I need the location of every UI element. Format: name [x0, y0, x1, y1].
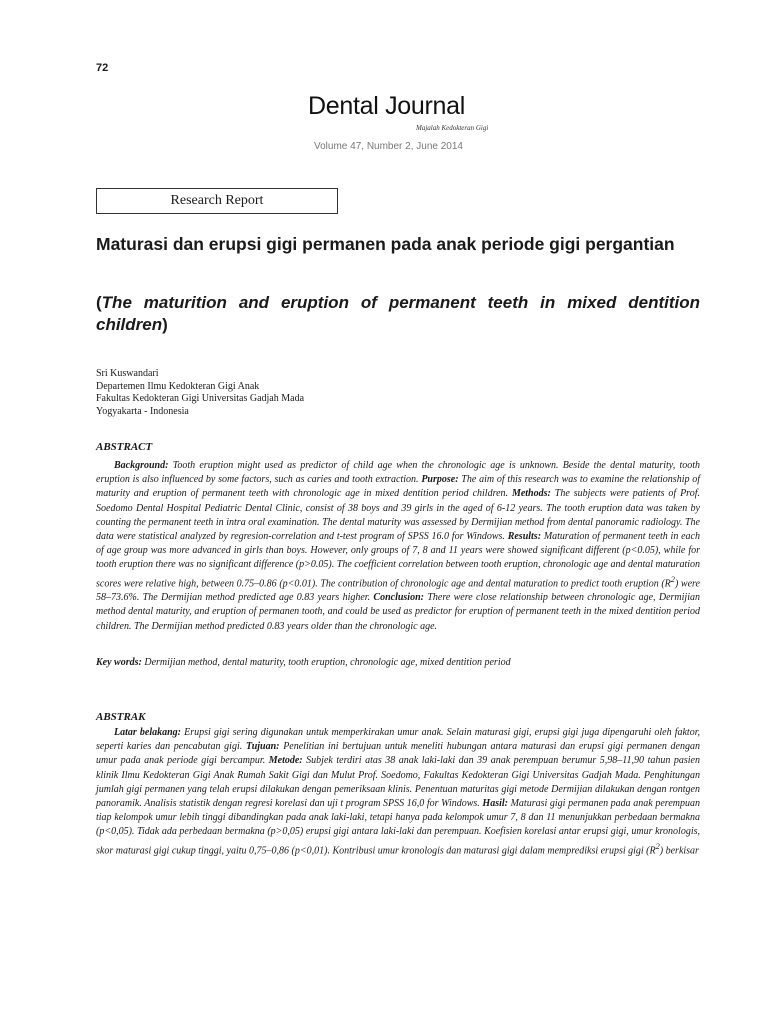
- article-title-english: (The maturition and eruption of permanent teeth in mixed dentition children): [96, 293, 700, 334]
- author-name: Sri Kuswandari: [96, 368, 159, 379]
- abstrak-hasil-cont: ) berkisar: [659, 844, 699, 856]
- journal-subtitle: Majalah Kedokteran Gigi: [416, 124, 489, 132]
- abstrak-hasil: Maturasi gigi permanen pada anak perempuan tiap kelompok umur lebih tinggi dibandingkan pada anak laki-laki, tetapi hanya pada kelompok umur 7, 8 dan 11 menunjukkan perbedaan bermakna (p<0,05). Tidak ada perbedaan bermakna (p>0,05) erupsi gigi antara laki-laki dan perempuan. Koefisien korelasi antar erupsi gigi, umur kronologis, skor maturasi gigi cukup tinggi, yaitu 0,75–0,86 (p<0,01). Kontribusi umur kronologis dan maturasi gigi dalam memprediksi erupsi gigi (R: [96, 798, 700, 856]
- abstrak-hasil-label: Hasil:: [482, 798, 508, 810]
- abstract-results-label: Results:: [507, 531, 542, 543]
- abstract-results-cont: ) were 58–73.6%. The Dermijian method predicted age 0.83 years higher.: [96, 577, 700, 604]
- page-number: 72: [96, 62, 109, 74]
- article-title-indonesian: Maturasi dan erupsi gigi permanen pada anak periode gigi pergantian: [96, 234, 675, 254]
- author-affiliation: [96, 368, 304, 418]
- abstrak-latar: Erupsi gigi sering digunakan untuk memperkirakan umur anak. Selain maturasi gigi, erupsi gigi juga dipengaruhi oleh faktor, seperti karies dan pencabutan gigi.: [96, 727, 700, 753]
- abstract-heading: ABSTRACT: [96, 441, 153, 453]
- abstrak-hasil-superscript: 2: [655, 841, 660, 851]
- author-faculty: Fakultas Kedokteran Gigi Universitas Gadjah Mada: [96, 393, 305, 404]
- abstract-conclusion-label: Conclusion:: [373, 592, 424, 604]
- author-city: Yogyakarta - Indonesia: [96, 405, 189, 417]
- keywords-text: Dermijian method, dental maturity, tooth eruption, chronologic age, mixed dentition period: [141, 657, 511, 668]
- keywords: [96, 657, 700, 668]
- article-title-english-text: The maturition and eruption of permanent teeth in mixed dentition children: [96, 293, 700, 334]
- abstract-background-label: Background:: [114, 460, 169, 471]
- abstract-results-superscript: 2: [670, 574, 675, 584]
- abstract-background: Tooth eruption might used as predictor of child age when the chronologic age is unknown. Beside the dental maturity, tooth eruption is also influenced by some factors, such as caries and tooth extraction.: [96, 460, 700, 486]
- abstract-body: [96, 459, 700, 634]
- abstrak-metode-label: Metode:: [268, 755, 303, 767]
- abstract-methods: The subjects were patients of Prof. Soedomo Dental Hospital Pediatric Dental Clinic, consist of 38 boys and 39 girls in the aged of 6-12 years. The tooth eruption data was taken by counting the permanent teeth in intra oral examination. The dental maturity was assessed by Dermijian method from dental panoramic radiology. The data were statistical analyzed by regresion-correlation and t-test program of SPSS 16.0 for Windows.: [96, 488, 700, 543]
- abstract-results: Maturation of permanent teeth in each of age group was more advanced in girls than boys. However, only groups of 7, 8 and 11 years were showed significant different (p<0.05), while for tooth eruption there was no significant difference (p>0.05). The coefficient correlation between tooth eruption, chronologic age and dental maturation scores were relative high, between 0.75–0.86 (p<0.01). The contribution of chronologic age and dental maturation to predict tooth eruption (R: [96, 531, 700, 589]
- abstract-methods-label: Methods:: [511, 488, 551, 500]
- abstrak-tujuan: Penelitian ini bertujuan untuk meneliti hubungan antara maturasi dan erupsi gigi permanen dengan umur pada anak periode gigi bercampur.: [96, 741, 700, 767]
- author-department: Departemen Ilmu Kedokteran Gigi Anak: [96, 380, 260, 392]
- abstrak-latar-label: Latar belakang:: [114, 727, 182, 738]
- abstract-conclusion: There were close relationship between chronologic age, Dermijian method dental maturity, and eruption of permanen tooth, and could be used as predictor for eruption of permanent teeth in the mixed dentition period children. The Dermijian method predicted 0.83 years older than the chronologic age.: [96, 592, 700, 632]
- abstrak-heading: ABSTRAK: [96, 711, 146, 723]
- abstract-purpose-label: Purpose:: [421, 474, 459, 486]
- abstract-purpose: The aim of this research was to examine the relationship of maturity and eruption of permanent teeth with chronologic age in mixed dentition period children.: [96, 474, 701, 500]
- section-label: Research Report: [96, 188, 338, 214]
- abstrak-tujuan-label: Tujuan:: [245, 741, 280, 753]
- keywords-label: Key words:: [96, 657, 142, 668]
- abstrak-body: [96, 726, 700, 858]
- abstrak-metode: Subjek terdiri atas 38 anak laki-laki dan 39 anak perempuan berumur 5,98–11,90 tahun pasien klinik Ilmu Kedokteran Gigi Anak Rumah Sakit Gigi dan Mulut Prof. Soedomo, Fakultas Kedokteran Gigi Universitas Gadjah Mada. Penghitungan jumlah gigi permanen yang telah erupsi dilakukan dengan pemeriksaan klinis. Penentuan maturitas gigi metode Dermijian dilakukan dengan rontgen panoramik. Analisis statistik dengan regresi korelasi dan uji t program SPSS 16,0 for Windows.: [96, 755, 700, 810]
- journal-volume: Volume 47, Number 2, June 2014: [314, 141, 463, 152]
- journal-title: Dental Journal: [308, 92, 466, 120]
